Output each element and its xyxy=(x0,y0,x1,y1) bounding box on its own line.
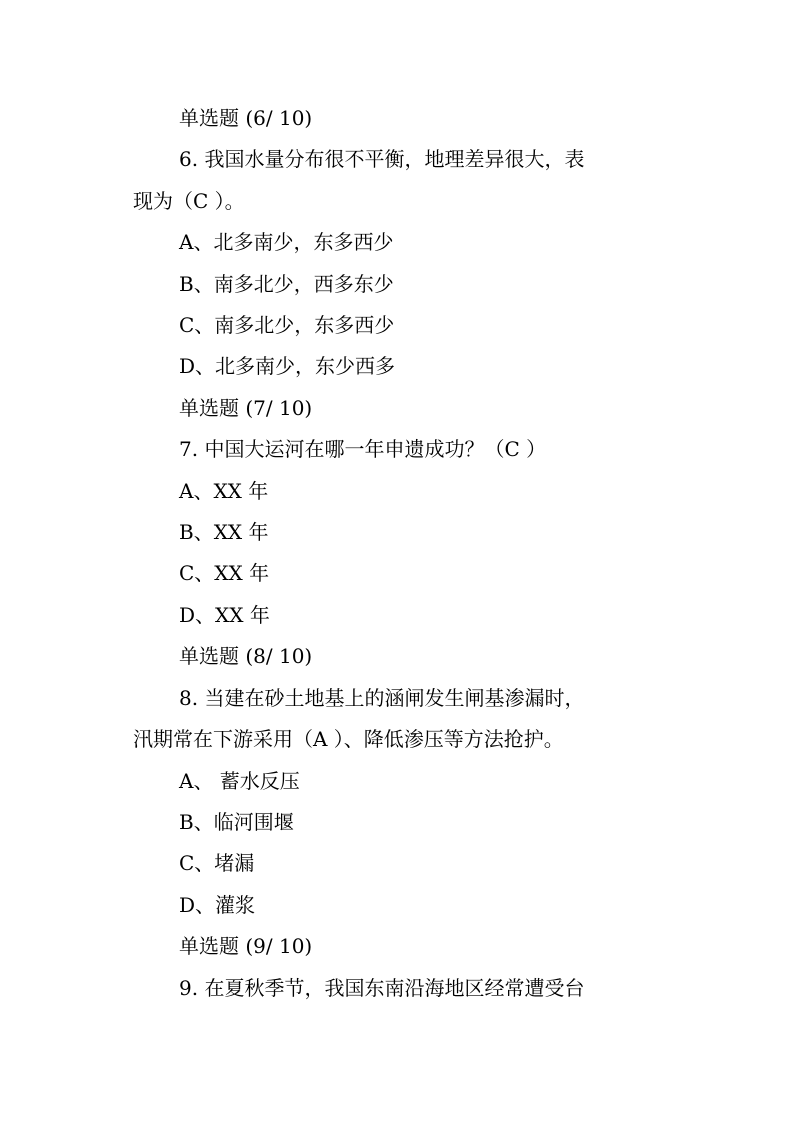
question-7-text-line-1: 7. 中国大运河在哪一年申遗成功？（C ） xyxy=(179,437,547,461)
question-6-text-line-1: 6. 我国水量分布很不平衡，地理差异很大，表 xyxy=(179,147,585,171)
question-6-option-d: D、北多南少，东少西多 xyxy=(179,354,396,378)
question-8-text-line-2: 汛期常在下游采用（A ）、降低渗压等方法抢护。 xyxy=(133,727,564,751)
question-9-header: 单选题 (9/ 10) xyxy=(179,934,313,958)
question-7-option-b: B、XX 年 xyxy=(179,520,269,544)
question-8-text-line-1: 8. 当建在砂土地基上的涵闸发生闸基渗漏时， xyxy=(179,686,585,710)
question-8-option-d: D、灌浆 xyxy=(179,893,256,917)
question-7-header: 单选题 (7/ 10) xyxy=(179,396,313,420)
question-7-option-a: A、XX 年 xyxy=(179,479,269,503)
question-8-option-c: C、堵漏 xyxy=(179,851,255,875)
question-7-option-d: D、XX 年 xyxy=(179,603,270,627)
question-6-option-a: A、北多南少，东多西少 xyxy=(179,230,394,254)
question-6-option-c: C、南多北少，东多西少 xyxy=(179,313,395,337)
question-6-text-line-2: 现为（C ）。 xyxy=(133,189,245,213)
question-8-header: 单选题 (8/ 10) xyxy=(179,644,313,668)
question-7-option-c: C、XX 年 xyxy=(179,561,270,585)
question-6-header: 单选题 (6/ 10) xyxy=(179,106,313,130)
question-9-text-line-1: 9. 在夏秋季节，我国东南沿海地区经常遭受台 xyxy=(179,976,585,1000)
question-6-option-b: B、南多北少，西多东少 xyxy=(179,272,394,296)
question-8-option-a: A、 蓄水反压 xyxy=(179,769,300,793)
question-8-option-b: B、临河围堰 xyxy=(179,810,294,834)
